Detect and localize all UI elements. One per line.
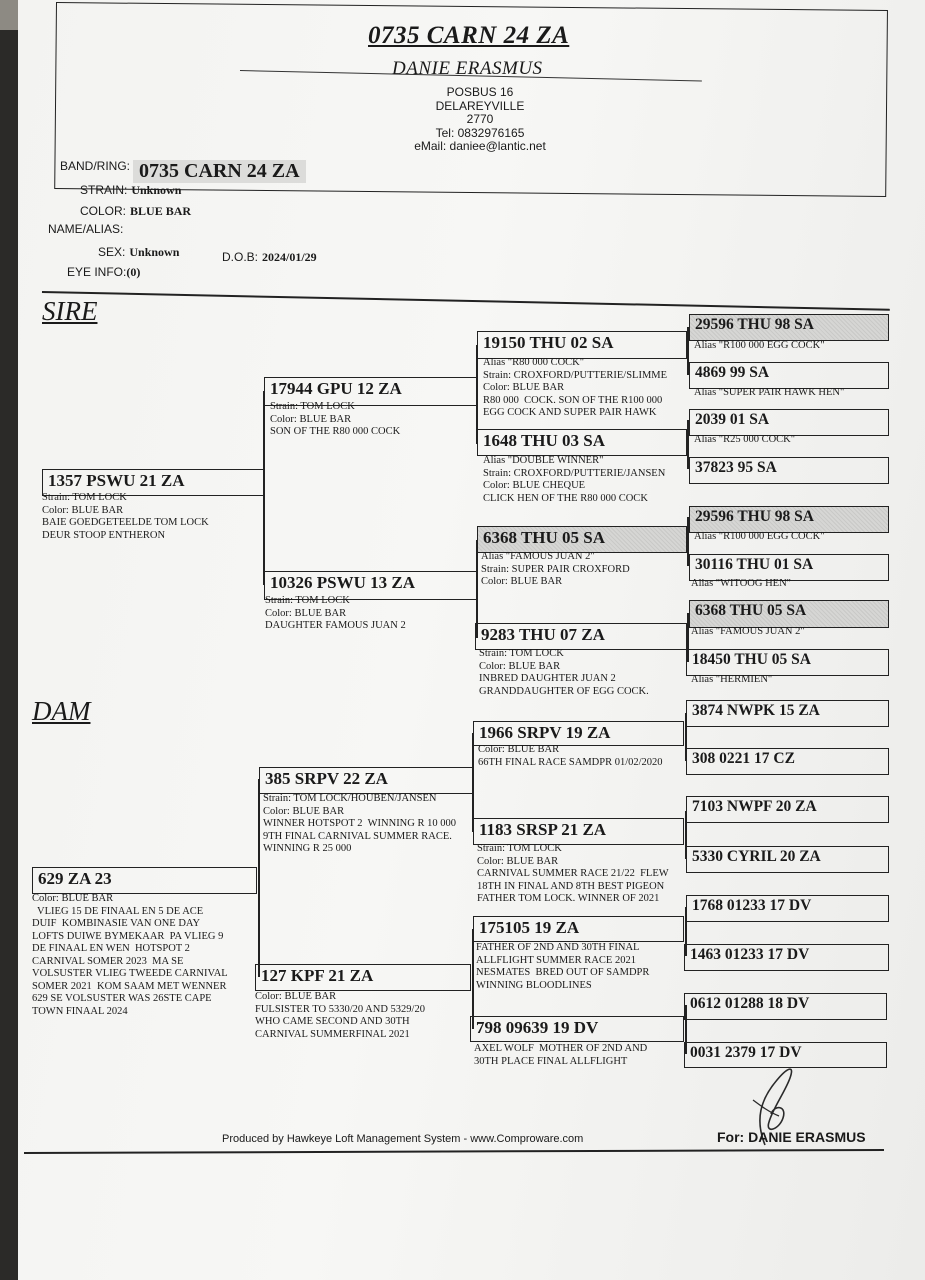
strain-value: Unknown [131,183,182,197]
dam-dam-band: 127 KPF 21 ZA [255,964,471,991]
color-row [80,202,191,220]
g3-dam-band: 798 09639 19 DV [470,1016,684,1042]
g4-sire-band: 2039 01 SA [689,409,889,436]
band-label: BAND/RING: [60,159,131,173]
dam-info: Color: BLUE BAR VLIEG 15 DE FINAAL EN 5 DE ACE DUIF KOMBINASIE VAN ONE DAY LOFTS DUIWE BYMEKAAR PA VLIEG 9 DE FINAAL EN WEN HOTSPOT 2 CARNIVAL SOMER 2023 MA SE VOLSUSTER VLIEG TWEEDE CARNIVAL SOMER 2021 KOM SAAM MET WENNER 629 SE VOLSUSTER WAS 26STE CAPE TOWN FINAAL 2024 [32,893,228,1017]
g4-sire-alias: Alias "R25 000 COCK" [694,434,796,445]
band-value: 0735 CARN 24 ZA [133,160,306,183]
dam-dam-info: Color: BLUE BAR FULSISTER TO 5330/20 AND 5329/20 WHO CAME SECOND AND 30TH CARNIVAL SUMMERFINAL 2021 [255,991,425,1040]
address-line: POSBUS 16 [446,85,514,99]
g4-sire-alias: Alias "WITOOG HEN" [691,578,791,589]
sire-dam-info: Strain: TOM LOCK Color: BLUE BAR DAUGHTER FAMOUS JUAN 2 [265,595,406,631]
owner-address [380,86,580,154]
strain-row [80,181,181,199]
g4-sire-band: 4869 99 SA [689,362,889,389]
dam-sire-info: Strain: TOM LOCK/HOUBEN/JANSEN Color: BLUE BAR WINNER HOTSPOT 2 WINNING R 10 000 9TH FINAL CARNIVAL SUMMER RACE. WINNING R 25 000 [263,793,456,854]
g3-sire-band: 19150 THU 02 SA [477,331,687,359]
dam-sire-band: 385 SRPV 22 ZA [259,767,473,794]
color-label: COLOR: [80,204,127,218]
g4-sire-alias: Alias "SUPER PAIR HAWK HEN" [694,387,845,398]
footer-for-owner: For: DANIE ERASMUS [717,1129,866,1145]
g4-sire-band: 18450 THU 05 SA [686,649,889,676]
g4-dam-band: 308 0221 17 CZ [686,748,889,775]
sex-row [98,243,179,261]
eye-row [67,263,140,281]
g4-dam-band: 5330 CYRIL 20 ZA [686,846,889,873]
g4-dam-band: 1768 01233 17 DV [686,895,889,922]
dam-heading: DAM [32,696,91,726]
sire-heading: SIRE [42,296,98,326]
g3-dam-band: 175105 19 ZA [473,916,684,942]
sire-info: Strain: TOM LOCK Color: BLUE BAR BAIE GOEDGETEELDE TOM LOCK DEUR STOOP ENTHERON [42,492,209,541]
sire-band: 1357 PSWU 21 ZA [42,469,264,496]
g4-sire-band: 29596 THU 98 SA [689,506,889,533]
g3-sire-info: Alias "R80 000 COCK" Strain: CROXFORD/PUTTERIE/SLIMME Color: BLUE BAR R80 000 COCK. SON OF THE R100 000 EGG COCK AND SUPER PAIR HAWK [483,357,668,418]
email: eMail: daniee@lantic.net [414,139,546,153]
g4-sire-band: 30116 THU 01 SA [689,554,889,581]
strain-label: STRAIN: [80,183,128,197]
background-edge [0,30,18,1280]
g4-sire-band: 29596 THU 98 SA [689,314,889,341]
g4-dam-band: 3874 NWPK 15 ZA [686,700,889,727]
g4-sire-alias: Alias "R100 000 EGG COCK" [694,340,825,351]
phone: Tel: 0832976165 [435,125,525,140]
g4-sire-alias: Alias "FAMOUS JUAN 2" [691,626,805,637]
address-line: 2770 [466,112,494,126]
g4-sire-band: 37823 95 SA [689,457,889,484]
g3-sire-band: 6368 THU 05 SA [477,526,687,553]
g4-dam-band: 0612 01288 18 DV [684,993,887,1020]
dob-row [222,248,317,266]
g3-sire-info: Strain: TOM LOCK Color: BLUE BAR INBRED DAUGHTER JUAN 2 GRANDDAUGHTER OF EGG COCK. [479,648,649,697]
g4-dam-band: 1463 01233 17 DV [684,944,889,971]
g3-sire-info: Alias "FAMOUS JUAN 2" Strain: SUPER PAIR CROXFORD Color: BLUE BAR [481,551,630,587]
g3-dam-info: Strain: TOM LOCK Color: BLUE BAR CARNIVAL SUMMER RACE 21/22 FLEW 18TH IN FINAL AND 8TH BEST PIGEON FATHER TOM LOCK. WINNER OF 2021 [477,843,669,904]
g4-sire-alias: Alias "HERMIEN" [691,674,773,685]
sex-value: Unknown [129,245,180,259]
dam-dam-bracket [472,929,474,1029]
g4-sire-band: 6368 THU 05 SA [689,600,889,628]
g3-sire-band: 1648 THU 03 SA [477,429,687,456]
eye-value: (0) [126,265,141,279]
eye-label: EYE INFO: [67,265,127,279]
g3-sire-band: 9283 THU 07 ZA [475,623,687,650]
g4-dam-band: 7103 NWPF 20 ZA [686,796,889,823]
g4-dam-band: 0031 2379 17 DV [684,1042,887,1068]
g3-sire-info: Alias "DOUBLE WINNER" Strain: CROXFORD/PUTTERIE/JANSEN Color: BLUE CHEQUE CLICK HEN OF THE R80 000 COCK [483,455,666,504]
g3-dam-band: 1183 SRSP 21 ZA [473,818,684,845]
g4-sire-alias: Alias "R100 000 EGG COCK" [694,531,825,542]
dam-bracket [258,779,260,977]
dob-value: 2024/01/29 [262,250,317,264]
g3-dam-info: FATHER OF 2ND AND 30TH FINAL ALLFLIGHT SUMMER RACE 2021 NESMATES BRED OUT OF SAMDPR WINNING BLOODLINES [476,942,650,991]
page-title: 0735 CARN 24 ZA [368,22,570,49]
sex-label: SEX: [98,245,126,259]
name-label: NAME/ALIAS: [48,222,124,236]
g3-dam-info: Color: BLUE BAR 66TH FINAL RACE SAMDPR 01/02/2020 [478,744,663,768]
color-value: BLUE BAR [130,204,192,218]
sire-sire-info: Strain: TOM LOCK Color: BLUE BAR SON OF THE R80 000 COCK [270,401,401,437]
sire-dam-band: 10326 PSWU 13 ZA [264,571,478,600]
g3-dam-band: 1966 SRPV 19 ZA [473,721,684,746]
address-line: DELAREYVILLE [435,98,525,113]
footer-produced-by: Produced by Hawkeye Loft Management System - www.Comproware.com [222,1133,584,1145]
g3-dam-info: AXEL WOLF MOTHER OF 2ND AND 30TH PLACE FINAL ALLFLIGHT [474,1043,648,1067]
dam-band: 629 ZA 23 [32,867,257,894]
owner-name: DANIE ERASMUS [392,58,543,79]
dob-label: D.O.B: [222,250,259,264]
sire-sire-band: 17944 GPU 12 ZA [264,377,478,406]
